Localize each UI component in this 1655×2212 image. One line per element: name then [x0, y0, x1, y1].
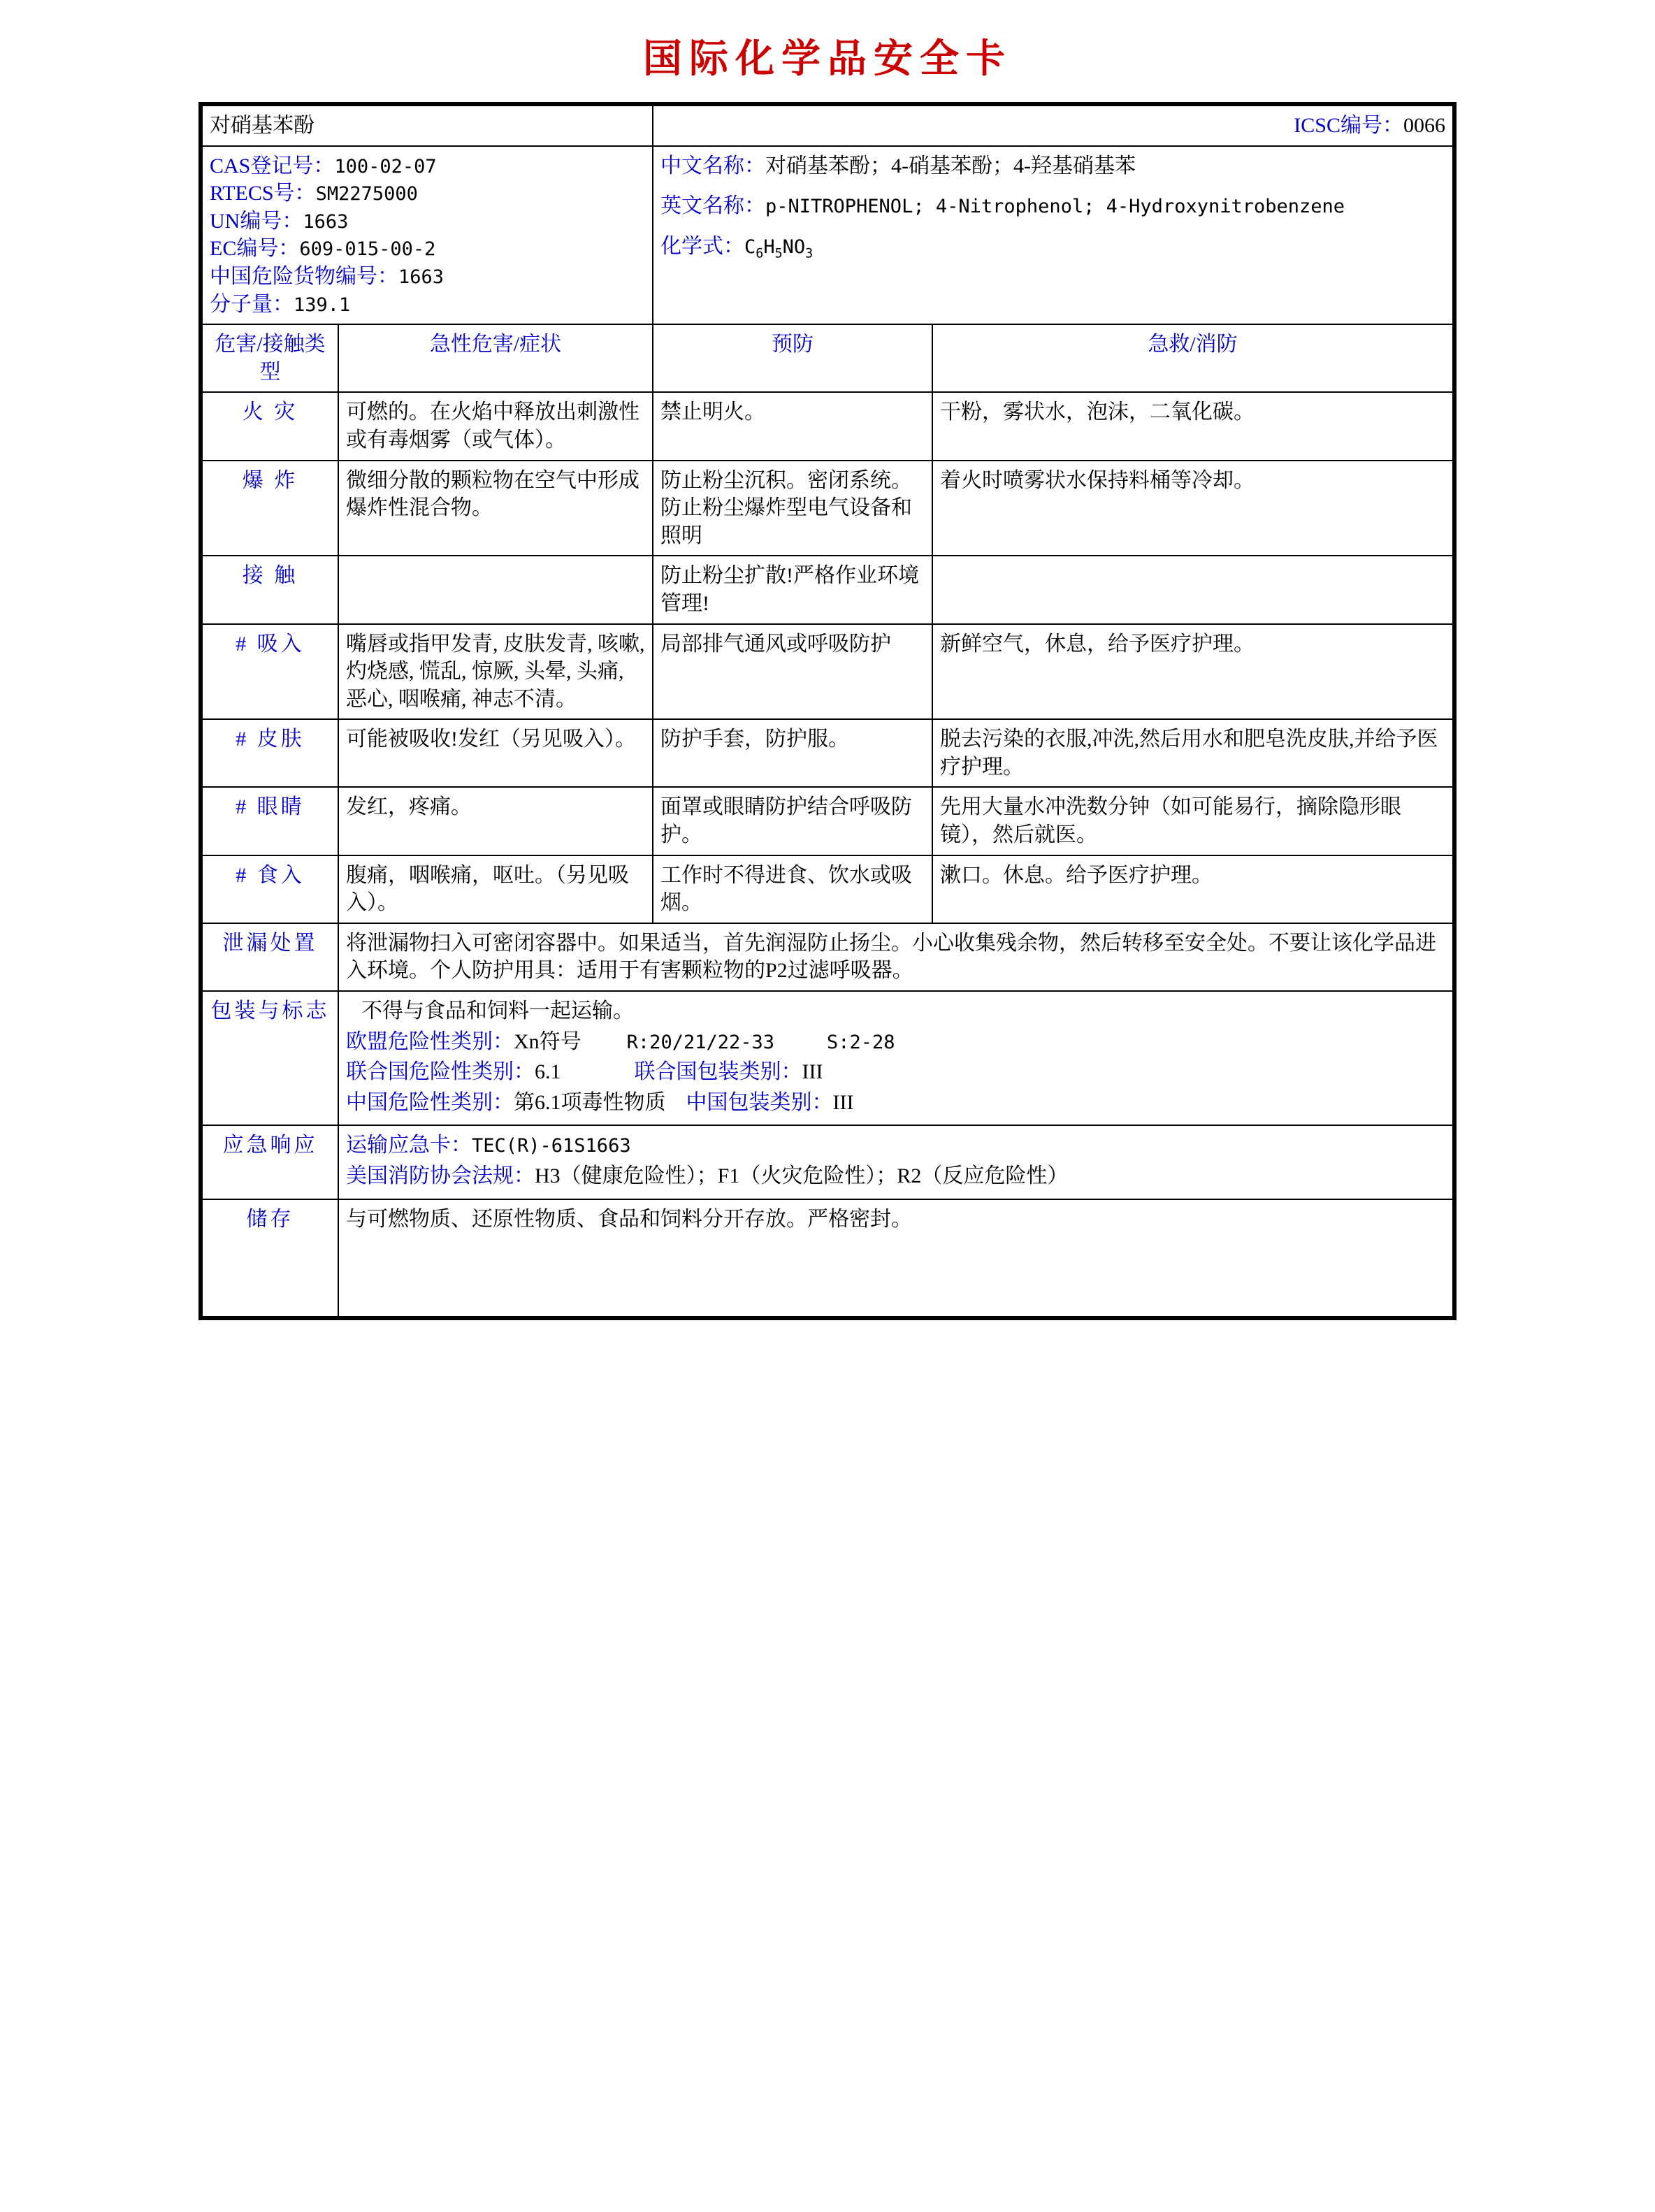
en-name-line: [660, 192, 1445, 220]
row-hazard-exposure: [338, 556, 653, 623]
row-label-inhalation: # 吸入: [202, 624, 338, 720]
cn-goods-label: 中国危险货物编号：: [210, 264, 398, 288]
cn-class-label: 中国危险性类别：: [346, 1090, 514, 1114]
row-firstaid-ingestion: 漱口。休息。给予医疗护理。: [932, 855, 1453, 923]
col-header-type: 危害/接触类型: [202, 324, 338, 392]
un-class-value: 6.1: [535, 1060, 561, 1084]
emergency-row: [202, 1125, 1453, 1199]
card-header-row: [202, 106, 1453, 146]
nfpa-line: [346, 1162, 1445, 1190]
row-hazard-eyes: 发红，疼痛。: [338, 787, 653, 855]
table-row: [202, 855, 1453, 923]
cas-line: [210, 152, 645, 180]
row-prevention-ingestion: 工作时不得进食、饮水或吸烟。: [653, 855, 932, 923]
formula-label: 化学式：: [660, 234, 744, 258]
eu-class-value: Xn符号: [514, 1029, 581, 1053]
col-header-firstaid: 急救/消防: [932, 324, 1453, 392]
storage-row: [202, 1199, 1453, 1317]
icsc-card: [198, 102, 1457, 1320]
un-label: UN编号：: [210, 209, 303, 233]
row-label-emergency: 应急响应: [202, 1125, 338, 1199]
row-label-skin: # 皮肤: [202, 719, 338, 787]
packaging-row: [202, 991, 1453, 1125]
mw-value: 139.1: [294, 294, 351, 316]
mw-label: 分子量：: [210, 292, 294, 316]
packaging-transport-note: 不得与食品和饲料一起运输。: [361, 999, 634, 1023]
storage-text: 与可燃物质、还原性物质、食品和饲料分开存放。严格密封。: [338, 1199, 1453, 1317]
cn-pack-value: III: [832, 1090, 854, 1114]
row-label-fire: 火 灾: [202, 392, 338, 460]
row-hazard-explosion: 微细分散的颗粒物在空气中形成爆炸性混合物。: [338, 461, 653, 556]
ec-value: 609-015-00-2: [299, 238, 436, 261]
nfpa-value: H3（健康危险性）；F1（火灾危险性）；R2（反应危险性）: [535, 1164, 1069, 1187]
icsc-label: ICSC编号：: [1294, 114, 1403, 137]
row-prevention-skin: 防护手套，防护服。: [653, 719, 932, 787]
col-header-hazard: 急性危害/症状: [338, 324, 653, 392]
table-row: [202, 787, 1453, 855]
cn-name-line: [660, 152, 1445, 180]
row-label-spill: 泄漏处置: [202, 923, 338, 991]
cn-class-value: 第6.1项毒性物质: [514, 1090, 666, 1114]
row-prevention-inhalation: 局部排气通风或呼吸防护: [653, 624, 932, 720]
formula-value: $C_6H_5NO_3$: [744, 236, 814, 261]
row-firstaid-fire: 干粉，雾状水，泡沫，二氧化碳。: [932, 392, 1453, 460]
row-label-storage: 储存: [202, 1199, 338, 1317]
icsc-value: 0066: [1403, 114, 1445, 137]
spill-row: [202, 923, 1453, 991]
cn-name-value: 对硝基苯酚；4-硝基苯酚；4-羟基硝基苯: [765, 154, 1136, 178]
identification-left: [202, 146, 653, 325]
tec-label: 运输应急卡：: [346, 1134, 472, 1157]
un-pack-value: III: [802, 1060, 823, 1084]
nfpa-label: 美国消防协会法规：: [346, 1164, 535, 1187]
un-value: 1663: [303, 210, 349, 233]
row-label-packaging: 包装与标志: [202, 991, 338, 1125]
packaging-un-line: [346, 1058, 1445, 1086]
row-hazard-ingestion: 腹痛，咽喉痛，呕吐。（另见吸入）。: [338, 855, 653, 923]
row-firstaid-explosion: 着火时喷雾状水保持料桶等冷却。: [932, 461, 1453, 556]
document-page: [0, 28, 1655, 1320]
table-row: [202, 392, 1453, 460]
cas-value: 100-02-07: [334, 155, 437, 178]
identification-row: [202, 146, 1453, 325]
tec-line: [346, 1132, 1445, 1159]
page-title: 国际化学品安全卡: [643, 38, 1012, 81]
ec-line: [210, 235, 645, 263]
row-label-eyes: # 眼睛: [202, 787, 338, 855]
en-name-value: p-NITROPHENOL; 4-Nitrophenol; 4-Hydroxynitrobenzene: [765, 196, 1345, 218]
cn-name-label: 中文名称：: [660, 154, 765, 178]
emergency-content: [338, 1125, 1453, 1199]
table-row: [202, 719, 1453, 787]
row-hazard-inhalation: 嘴唇或指甲发青, 皮肤发青, 咳嗽, 灼烧感, 慌乱, 惊厥, 头晕, 头痛, 恶心, 咽喉痛, 神志不清。: [338, 624, 653, 720]
cas-label: CAS登记号：: [210, 154, 335, 178]
tec-value: TEC(R)-61S1663: [472, 1135, 631, 1157]
spill-text: 将泄漏物扫入可密闭容器中。如果适当，首先润湿防止扬尘。小心收集残余物，然后转移至安全处。不要让该化学品进入环境。个人防护用具：适用于有害颗粒物的P2过滤呼吸器。: [338, 923, 1453, 991]
mw-line: [210, 291, 645, 319]
packaging-content: [338, 991, 1453, 1125]
en-name-label: 英文名称：: [660, 194, 765, 218]
row-prevention-exposure: 防止粉尘扩散!严格作业环境管理!: [653, 556, 932, 623]
table-row: [202, 556, 1453, 623]
row-label-explosion: 爆 炸: [202, 461, 338, 556]
row-prevention-fire: 禁止明火。: [653, 392, 932, 460]
eu-r-phrases: R:20/21/22-33: [626, 1031, 774, 1053]
eu-s-phrases: S:2-28: [827, 1031, 895, 1053]
column-header-row: [202, 324, 1453, 392]
formula-line: [660, 233, 1445, 263]
row-firstaid-eyes: 先用大量水冲洗数分钟（如可能易行，摘除隐形眼镜），然后就医。: [932, 787, 1453, 855]
cn-pack-label: 中国包装类别：: [686, 1090, 833, 1114]
ec-label: EC编号：: [210, 237, 300, 261]
un-line: [210, 208, 645, 236]
un-class-label: 联合国危险性类别：: [346, 1060, 535, 1084]
row-hazard-fire: 可燃的。在火焰中释放出刺激性或有毒烟雾（或气体）。: [338, 392, 653, 460]
rtecs-label: RTECS号：: [210, 182, 316, 205]
un-pack-label: 联合国包装类别：: [634, 1060, 802, 1084]
packaging-cn-line: [346, 1089, 1445, 1117]
table-row: [202, 461, 1453, 556]
identification-right: [653, 146, 1453, 325]
row-firstaid-inhalation: 新鲜空气，休息，给予医疗护理。: [932, 624, 1453, 720]
cn-goods-value: 1663: [398, 266, 445, 288]
row-hazard-skin: 可能被吸收!发红（另见吸入）。: [338, 719, 653, 787]
chemical-name: 对硝基苯酚: [202, 106, 653, 146]
cn-goods-line: [210, 263, 645, 291]
eu-class-label: 欧盟危险性类别：: [346, 1029, 514, 1053]
row-prevention-explosion: 防止粉尘沉积。密闭系统。防止粉尘爆炸型电气设备和照明: [653, 461, 932, 556]
row-label-exposure: 接 触: [202, 556, 338, 623]
rtecs-value: SM2275000: [315, 183, 418, 205]
rtecs-line: [210, 180, 645, 208]
table-row: [202, 624, 1453, 720]
row-prevention-eyes: 面罩或眼睛防护结合呼吸防护。: [653, 787, 932, 855]
row-firstaid-skin: 脱去污染的衣服,冲洗,然后用水和肥皂洗皮肤,并给予医疗护理。: [932, 719, 1453, 787]
icsc-table: [201, 105, 1454, 1317]
icsc-number-cell: [653, 106, 1453, 146]
packaging-eu-line: [346, 1028, 1445, 1056]
row-label-ingestion: # 食入: [202, 855, 338, 923]
row-firstaid-exposure: [932, 556, 1453, 623]
col-header-prevention: 预防: [653, 324, 932, 392]
